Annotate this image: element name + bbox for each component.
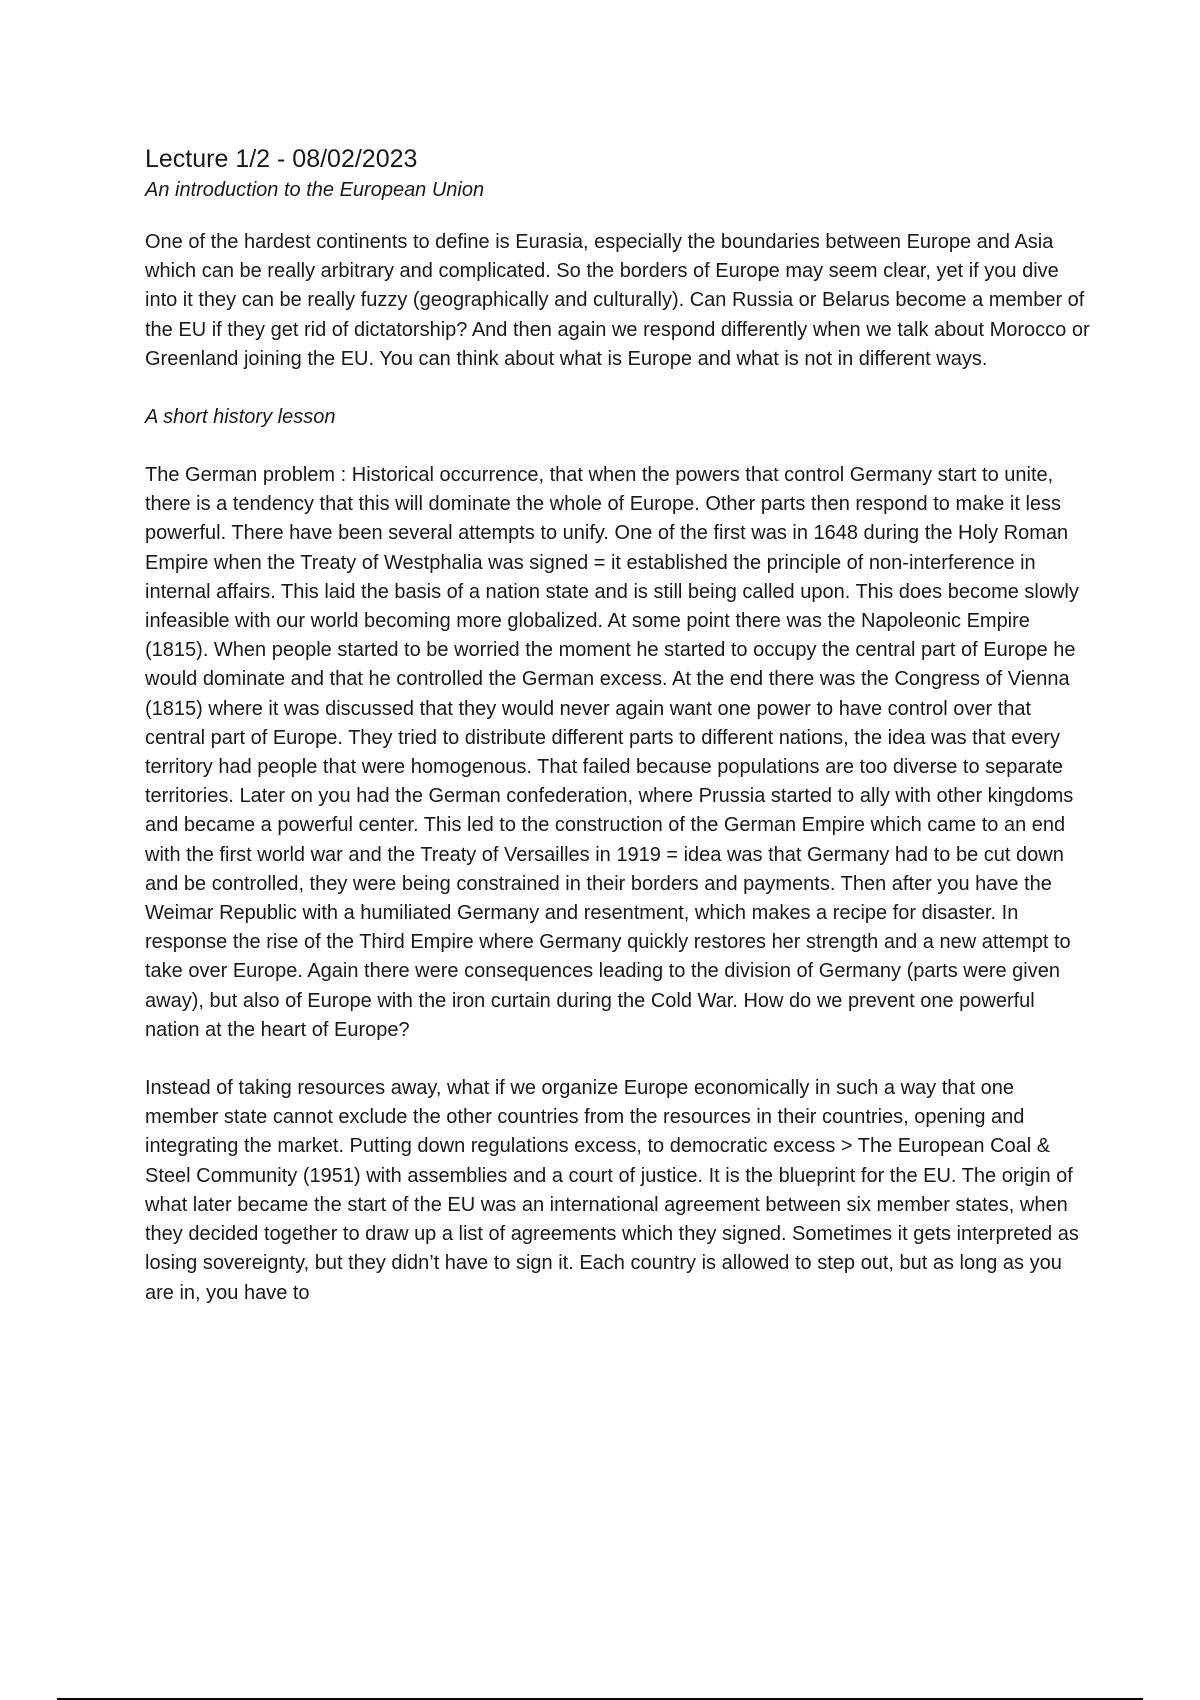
document-title: Lecture 1/2 - 08/02/2023 — [145, 145, 418, 173]
document-subtitle: An introduction to the European Union — [145, 179, 485, 201]
german-problem-paragraph: The German problem : Historical occurrence, that when the powers that control Germany start to unite, there is a tendency that this will dominate the whole of Europe. Other parts then respond to make it less powerful. There have been several attempts to unify. One of the first was in 1648 during the Holy Roman Empire when the Treaty of Westphalia was signed = it established the principle of non-interference in internal affairs. This laid the basis of a nation state and is still being called upon. This does become slowly infeasible with our world becoming more globalized. At some point there was the Napoleonic Empire (1815). When people started to be worried the moment he started to occupy the central part of Europe he would dominate and that he controlled the German excess. At the end there was the Congress of Vienna (1815) where it was discussed that they would never again want one power to have control over that central part of Europe. They tried to distribute different parts to different nations, the idea was that every territory had people that were homogenous. That failed because populations are too diverse to separate territories. Later on you had the German confederation, where Prussia started to ally with other kingdoms and became a powerful center. This led to the construction of the German Empire which came to an end with the first world war and the Treaty of Versailles in 1919 = idea was that Germany had to be cut down and be controlled, they were being constrained in their borders and payments. Then after you have the Weimar Republic with a humiliated Germany and resentment, which makes a recipe for disaster. In response the rise of the Third Empire where Germany quickly restores her strength and a new attempt to take over Europe. Again there were consequences leading to the division of Germany (parts were given away), but also of Europe with the iron curtain during the Cold War. How do we prevent one powerful nation at the heart of Europe? — [145, 464, 1079, 1041]
intro-paragraph: One of the hardest continents to define is Eurasia, especially the boundaries between Europe and Asia which can be really arbitrary and complicated. So the borders of Europe may seem clear, yet if you dive into it they can be really fuzzy (geographically and culturally). Can Russia or Belarus become a member of the EU if they get rid of dictatorship? And then again we respond differently when we talk about Morocco or Greenland joining the EU. You can think about what is Europe and what is not in different ways. — [145, 231, 1090, 370]
ecsc-paragraph: Instead of taking resources away, what if we organize Europe economically in such a way that one member state cannot exclude the other countries from the resources in their countries, opening and integrating the market. Putting down regulations excess, to democratic excess > The European Coal & Steel Community (1951) with assemblies and a court of justice. It is the blueprint for the EU. The origin of what later became the start of the EU was an international agreement between six member states, when they decided together to draw up a list of agreements which they signed. Sometimes it gets interpreted as losing sovereignty, but they didn’t have to sign it. Each country is allowed to step out, but as long as you are in, you have to — [145, 1077, 1079, 1304]
document-page — [145, 142, 1090, 1337]
section-heading-history: A short history lesson — [145, 406, 336, 429]
